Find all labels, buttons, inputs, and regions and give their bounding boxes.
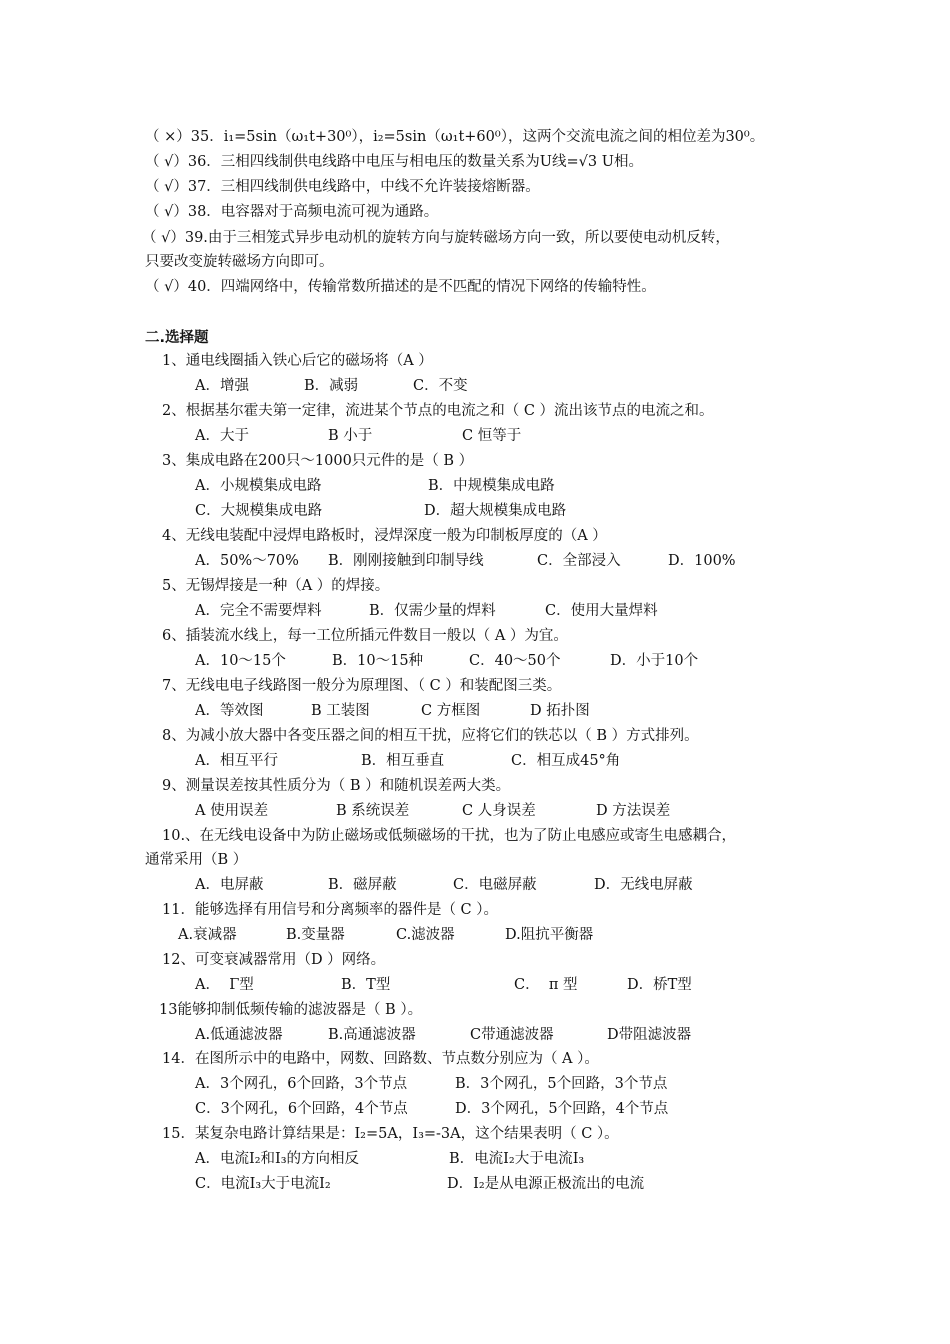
q7-option-c: C 方框图 xyxy=(421,703,481,719)
q3-option-a: A．小规模集成电路 xyxy=(195,478,322,494)
question-6: 6、插装流水线上，每一工位所插元件数目一般以（ A ）为宜。 xyxy=(162,628,568,644)
q8-option-b: B．相互垂直 xyxy=(361,753,445,769)
q14-option-b: B．3个网孔，5个回路，3个节点 xyxy=(455,1076,668,1092)
q4-option-b: B．刚刚接触到印制导线 xyxy=(328,553,484,569)
judgment-35: （ ×）35．i₁=5sin（ω₁t+30⁰），i₂=5sin（ω₁t+60⁰），这两个交流电流之间的相位差为30⁰。 xyxy=(145,129,765,145)
q12-option-d: D．桥T型 xyxy=(627,977,692,993)
question-4: 4、无线电装配中浸焊电路板时，浸焊深度一般为印制板厚度的（A ） xyxy=(162,528,607,544)
question-10-cont: 通常采用（B ） xyxy=(145,852,248,868)
q10-option-c: C．电磁屏蔽 xyxy=(453,877,537,893)
q4-option-d: D．100% xyxy=(668,553,736,569)
q4-option-c: C．全部浸入 xyxy=(537,553,621,569)
q13-option-a: A.低通滤波器 xyxy=(195,1027,283,1043)
q13-option-d: D带阻滤波器 xyxy=(607,1027,692,1043)
question-3: 3、集成电路在200只～1000只元件的是（ B ） xyxy=(162,453,474,469)
q6-option-c: C．40～50个 xyxy=(469,653,561,669)
q6-option-b: B．10～15种 xyxy=(332,653,424,669)
q9-option-a: A 使用误差 xyxy=(195,803,269,819)
q5-option-b: B．仅需少量的焊料 xyxy=(369,603,496,619)
q13-option-b: B.高通滤波器 xyxy=(328,1027,416,1043)
question-5: 5、无锡焊接是一种（A ）的焊接。 xyxy=(162,578,390,594)
q12-option-b: B．T型 xyxy=(341,977,391,993)
q11-option-d: D.阻抗平衡器 xyxy=(505,927,594,943)
q11-option-c: C.滤波器 xyxy=(396,927,455,943)
judgment-36: （ √）36．三相四线制供电线路中电压与相电压的数量关系为U线=√3 U相。 xyxy=(145,154,643,170)
q7-option-d: D 拓扑图 xyxy=(530,703,590,719)
q3-option-c: C．大规模集成电路 xyxy=(195,503,323,519)
q14-option-c: C．3个网孔，6个回路，4个节点 xyxy=(195,1101,408,1117)
q15-option-d: D．I₂是从电源正极流出的电流 xyxy=(447,1176,645,1192)
q5-option-c: C．使用大量焊料 xyxy=(545,603,658,619)
question-13: 13能够抑制低频传输的滤波器是（ B ）。 xyxy=(159,1002,423,1018)
q15-option-b: B．电流I₂大于电流I₃ xyxy=(449,1151,585,1167)
question-15: 15．某复杂电路计算结果是：I₂=5A，I₃=-3A，这个结果表明（ C ）。 xyxy=(162,1126,619,1142)
judgment-37: （ √）37．三相四线制供电线路中，中线不允许装接熔断器。 xyxy=(145,179,540,195)
question-10: 10.、在无线电设备中为防止磁场或低频磁场的干扰，也为了防止电感应或寄生电感耦合， xyxy=(162,828,737,844)
judgment-39-cont: 只要改变旋转磁场方向即可。 xyxy=(145,254,334,270)
question-1: 1、通电线圈插入铁心后它的磁场将（A ） xyxy=(162,353,433,369)
question-12: 12、可变衰减器常用（D ）网络。 xyxy=(162,952,386,968)
q2-option-c: C 恒等于 xyxy=(462,428,522,444)
q8-option-c: C．相互成45°角 xyxy=(511,753,621,769)
q4-option-a: A．50%～70% xyxy=(195,553,299,569)
q1-option-a: A．增强 xyxy=(195,378,249,394)
q11-option-a: A.衰减器 xyxy=(178,927,237,943)
q2-option-a: A．大于 xyxy=(195,428,249,444)
q5-option-a: A．完全不需要焊料 xyxy=(195,603,322,619)
q8-option-a: A．相互平行 xyxy=(195,753,278,769)
q12-option-c: C． π 型 xyxy=(514,977,578,993)
judgment-40: （ √）40．四端网络中，传输常数所描述的是不匹配的情况下网络的传输特性。 xyxy=(145,279,656,295)
q10-option-d: D．无线电屏蔽 xyxy=(594,877,693,893)
question-14: 14．在图所示中的电路中，网数、回路数、节点数分别应为（ A ）。 xyxy=(162,1051,599,1067)
q7-option-b: B 工装图 xyxy=(311,703,370,719)
q12-option-a: A． Γ型 xyxy=(195,977,254,993)
q15-option-c: C．电流I₃大于电流I₂ xyxy=(195,1176,331,1192)
judgment-39: （ √）39.由于三相笼式异步电动机的旋转方向与旋转磁场方向一致，所以要使电动机反转， xyxy=(142,230,730,246)
section-title: 二.选择题 xyxy=(145,330,209,346)
q15-option-a: A．电流I₂和I₃的方向相反 xyxy=(195,1151,360,1167)
question-7: 7、无线电电子线路图一般分为原理图、（ C ）和装配图三类。 xyxy=(162,678,562,694)
judgment-38: （ √）38．电容器对于高频电流可视为通路。 xyxy=(145,204,439,220)
q9-option-b: B 系统误差 xyxy=(336,803,410,819)
q9-option-d: D 方法误差 xyxy=(596,803,671,819)
q2-option-b: B 小于 xyxy=(328,428,373,444)
q13-option-c: C带通滤波器 xyxy=(470,1027,554,1043)
q10-option-a: A．电屏蔽 xyxy=(195,877,264,893)
question-9: 9、测量误差按其性质分为（ B ）和随机误差两大类。 xyxy=(162,778,511,794)
q10-option-b: B．磁屏蔽 xyxy=(328,877,397,893)
q1-option-c: C．不变 xyxy=(413,378,468,394)
q1-option-b: B．减弱 xyxy=(304,378,359,394)
q9-option-c: C 人身误差 xyxy=(462,803,536,819)
question-2: 2、根据基尔霍夫第一定律，流进某个节点的电流之和（ C ）流出该节点的电流之和。 xyxy=(162,403,714,419)
q14-option-d: D．3个网孔，5个回路，4个节点 xyxy=(455,1101,669,1117)
question-11: 11．能够选择有用信号和分离频率的器件是（ C ）。 xyxy=(162,902,499,918)
q14-option-a: A．3个网孔，6个回路，3个节点 xyxy=(195,1076,408,1092)
q3-option-b: B．中规模集成电路 xyxy=(428,478,555,494)
question-8: 8、为减小放大器中各变压器之间的相互干扰，应将它们的铁芯以（ B ）方式排列。 xyxy=(162,728,699,744)
q11-option-b: B.变量器 xyxy=(286,927,345,943)
q7-option-a: A．等效图 xyxy=(195,703,264,719)
q6-option-d: D．小于10个 xyxy=(610,653,699,669)
q3-option-d: D．超大规模集成电路 xyxy=(424,503,567,519)
q6-option-a: A．10～15个 xyxy=(195,653,286,669)
